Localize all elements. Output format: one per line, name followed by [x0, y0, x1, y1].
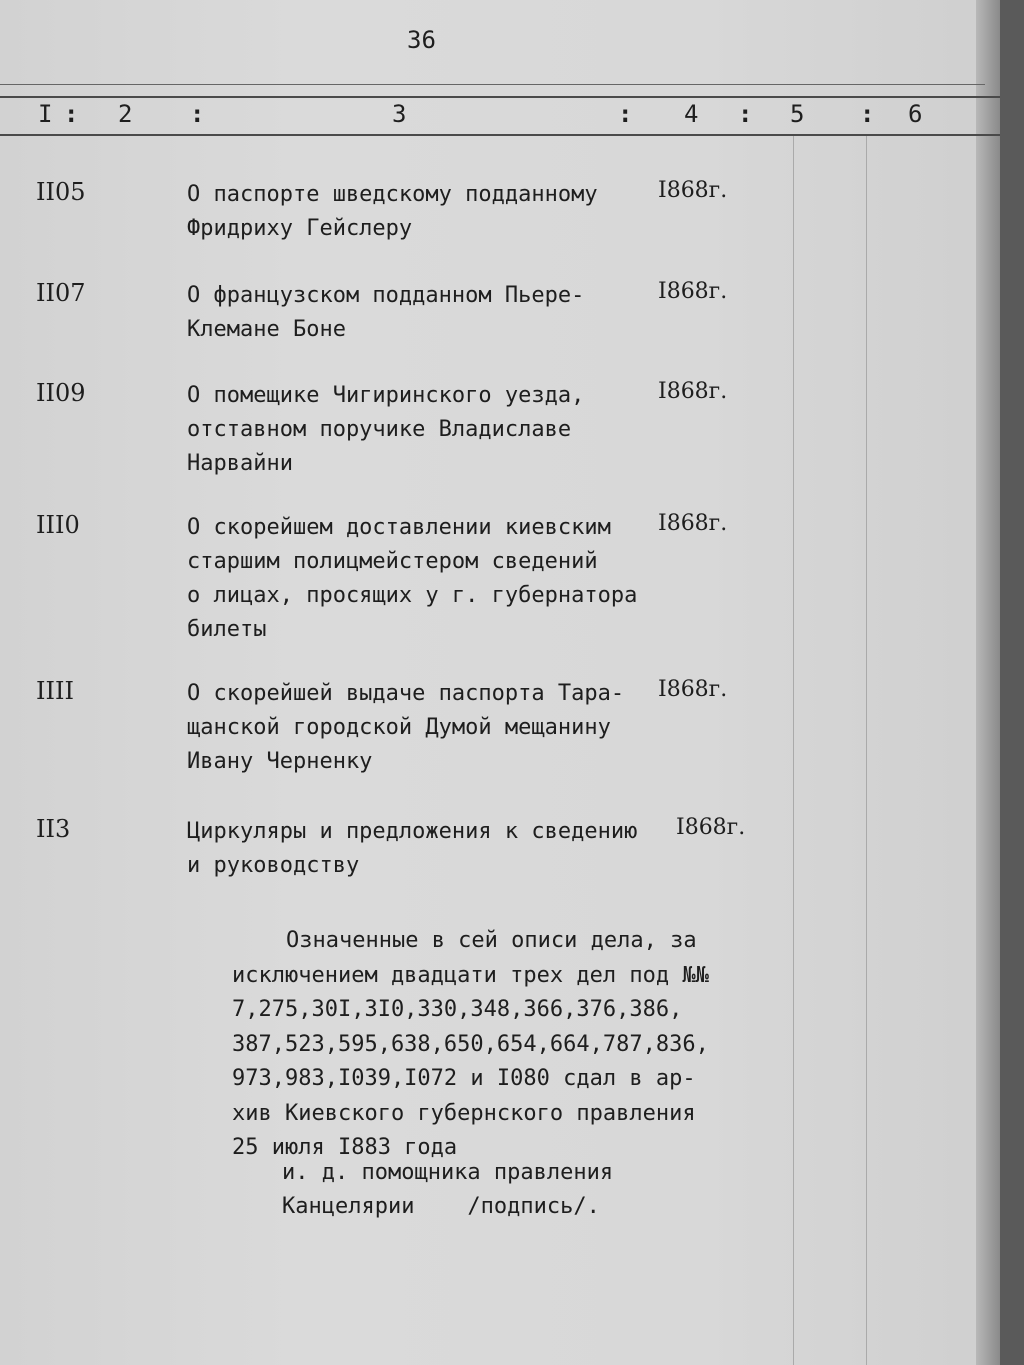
entry-line: Ивану Черненку [187, 749, 373, 774]
entry-line: О скорейшем доставлении киевским [187, 515, 611, 540]
page-edge-shadow [976, 0, 1000, 1365]
column-header-2: 2 [118, 100, 133, 128]
entry-line: билеты [187, 617, 267, 642]
column-divider-5-6 [866, 136, 867, 1365]
entry-number: II3 [36, 815, 71, 843]
note-line: 973,983,I039,I072 и I080 сдал в ар- [232, 1066, 696, 1091]
entry-description [187, 677, 657, 779]
header-bottom-rule [0, 134, 1000, 136]
entry-description [187, 511, 657, 647]
entry-year: I868г. [658, 511, 728, 536]
entry-line: и руководству [187, 853, 360, 878]
page-number: 36 [407, 26, 436, 54]
entry-year: I868г. [658, 677, 728, 702]
header-top-rule [0, 96, 1000, 98]
note-line: хив Киевского губернского правления [232, 1100, 696, 1126]
entry-line: Клемане Боне [187, 317, 346, 342]
signature-title: и. д. помощника правления [282, 1160, 614, 1185]
column-header-1: I [38, 100, 53, 128]
column-header-5: 5 [790, 100, 805, 128]
column-divider-4-5 [793, 136, 794, 1365]
entry-line: щанской городской Думой мещанину [187, 715, 611, 740]
entry-year: I868г. [658, 178, 728, 203]
signature-line: Канцелярии /подпись/. [282, 1194, 600, 1219]
closing-note [232, 924, 709, 1166]
entry-line: отставном поручике Владиславе [187, 417, 572, 442]
entry-number: II07 [36, 279, 86, 307]
entry-year: I868г. [658, 379, 728, 404]
entry-line: о лицах, просящих у г. губернатора [187, 583, 638, 608]
entry-description [187, 815, 657, 883]
entry-description [187, 178, 657, 246]
column-header-4: 4 [684, 100, 699, 128]
note-line: 387,523,595,638,650,654,664,787,836, [232, 1031, 709, 1057]
column-separator: : [738, 100, 753, 128]
entry-number: II09 [36, 379, 86, 407]
entry-description [187, 279, 657, 347]
entry-line: старшим полицмейстером сведений [187, 549, 598, 574]
entry-number: IIII [36, 677, 74, 705]
column-separator: : [64, 100, 79, 128]
entry-line: Нарвайни [187, 451, 293, 476]
column-header-6: 6 [908, 100, 923, 128]
note-line: 7,275,30I,3I0,330,348,366,376,386, [232, 997, 683, 1022]
entry-year: I868г. [658, 279, 728, 304]
header-top-rule-thin [0, 84, 985, 85]
entry-line: О французском подданном Пьере- [187, 283, 585, 308]
entry-line: Фридриху Гейслеру [187, 216, 413, 241]
entry-line: О скорейшей выдаче паспорта Тара- [187, 681, 625, 706]
entry-number: II05 [36, 178, 86, 206]
column-separator: : [618, 100, 633, 128]
note-line: исключением двадцати трех дел под №№ [232, 962, 709, 988]
entry-line: О паспорте шведскому подданному [187, 182, 598, 207]
entry-line: Циркуляры и предложения к сведению [187, 819, 638, 844]
column-separator: : [860, 100, 875, 128]
entry-year: I868г. [676, 815, 746, 840]
column-separator: : [190, 100, 205, 128]
column-header-3: 3 [392, 100, 407, 128]
entry-description [187, 379, 657, 481]
note-line: Означенные в сей описи дела, за [286, 928, 697, 953]
note-line: 25 июля I883 года [232, 1135, 458, 1160]
entry-number: III0 [36, 511, 80, 539]
entry-line: О помещике Чигиринского уезда, [187, 383, 585, 408]
